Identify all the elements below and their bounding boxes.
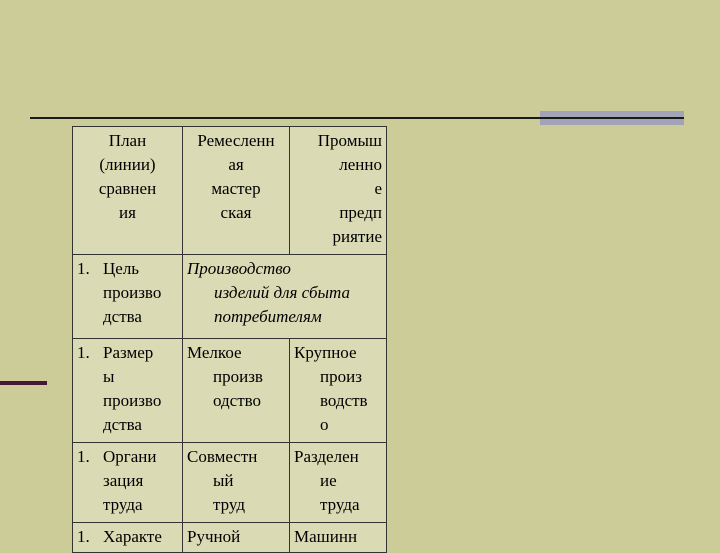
table-row (73, 443, 387, 523)
cell-text: труд (213, 495, 245, 514)
row-label-text: Органи (103, 447, 157, 466)
row-label-cell (73, 523, 183, 553)
table-header-row (73, 127, 387, 255)
row-label-text: Размер (103, 343, 154, 362)
cell-text: водств (320, 391, 368, 410)
header-text: мастер (211, 179, 261, 198)
cell-text: ый (213, 471, 234, 490)
table-row (73, 339, 387, 443)
header-cell-craft-workshop (183, 127, 290, 255)
cell-text: Производство (187, 259, 291, 278)
cell-text: Разделен (294, 447, 359, 466)
row-label-cell (73, 443, 183, 523)
value-cell-industrial (290, 523, 387, 553)
row-label-cell (73, 255, 183, 339)
comparison-table (72, 126, 387, 553)
header-text: Промыш (317, 131, 382, 150)
merged-value-cell (183, 255, 387, 339)
header-text: Ремесленн (197, 131, 275, 150)
left-accent-mark (0, 381, 47, 385)
value-cell-craft (183, 523, 290, 553)
header-text: ая (228, 155, 244, 174)
row-label-text: произво (103, 391, 162, 410)
header-text: План (108, 131, 147, 150)
cell-text: произ (320, 367, 362, 386)
cell-text: о (320, 415, 329, 434)
header-text: ская (220, 203, 252, 222)
header-text: е (374, 179, 382, 198)
title-divider-right (540, 117, 684, 119)
header-text: предп (339, 203, 382, 222)
row-label-text: ы (103, 367, 115, 386)
cell-text: Крупное (294, 343, 357, 362)
row-label-text: дства (103, 307, 142, 326)
cell-text: Машинн (294, 527, 358, 546)
value-cell-craft (183, 443, 290, 523)
row-label-text: дства (103, 415, 142, 434)
row-number: 1. (77, 259, 90, 278)
row-number: 1. (77, 447, 90, 466)
header-cell-industrial-enterprise (290, 127, 387, 255)
row-label-cell (73, 339, 183, 443)
table-row (73, 523, 387, 553)
cell-text: труда (320, 495, 360, 514)
value-cell-craft (183, 339, 290, 443)
header-text: ия (119, 203, 136, 222)
cell-text: потребителям (214, 307, 322, 326)
row-label-text: Цель (103, 259, 140, 278)
cell-text: Ручной (187, 527, 241, 546)
header-cell-comparison-lines (73, 127, 183, 255)
cell-text: изделий для сбыта (214, 283, 351, 302)
header-text: сравнен (98, 179, 157, 198)
title-divider (30, 117, 542, 119)
row-number: 1. (77, 343, 90, 362)
row-label-text: зация (103, 471, 144, 490)
cell-text: ие (320, 471, 337, 490)
value-cell-industrial (290, 443, 387, 523)
header-text: риятие (332, 227, 382, 246)
cell-text: произв (213, 367, 263, 386)
cell-text: Совместн (187, 447, 258, 466)
row-label-text: труда (103, 495, 143, 514)
row-label-text: Характе (103, 527, 162, 546)
cell-text: одство (213, 391, 262, 410)
header-text: ленно (339, 155, 382, 174)
table-row (73, 255, 387, 339)
row-number: 1. (77, 527, 90, 546)
value-cell-industrial (290, 339, 387, 443)
row-label-text: произво (103, 283, 162, 302)
cell-text: Мелкое (187, 343, 242, 362)
header-text: (линии) (99, 155, 156, 174)
